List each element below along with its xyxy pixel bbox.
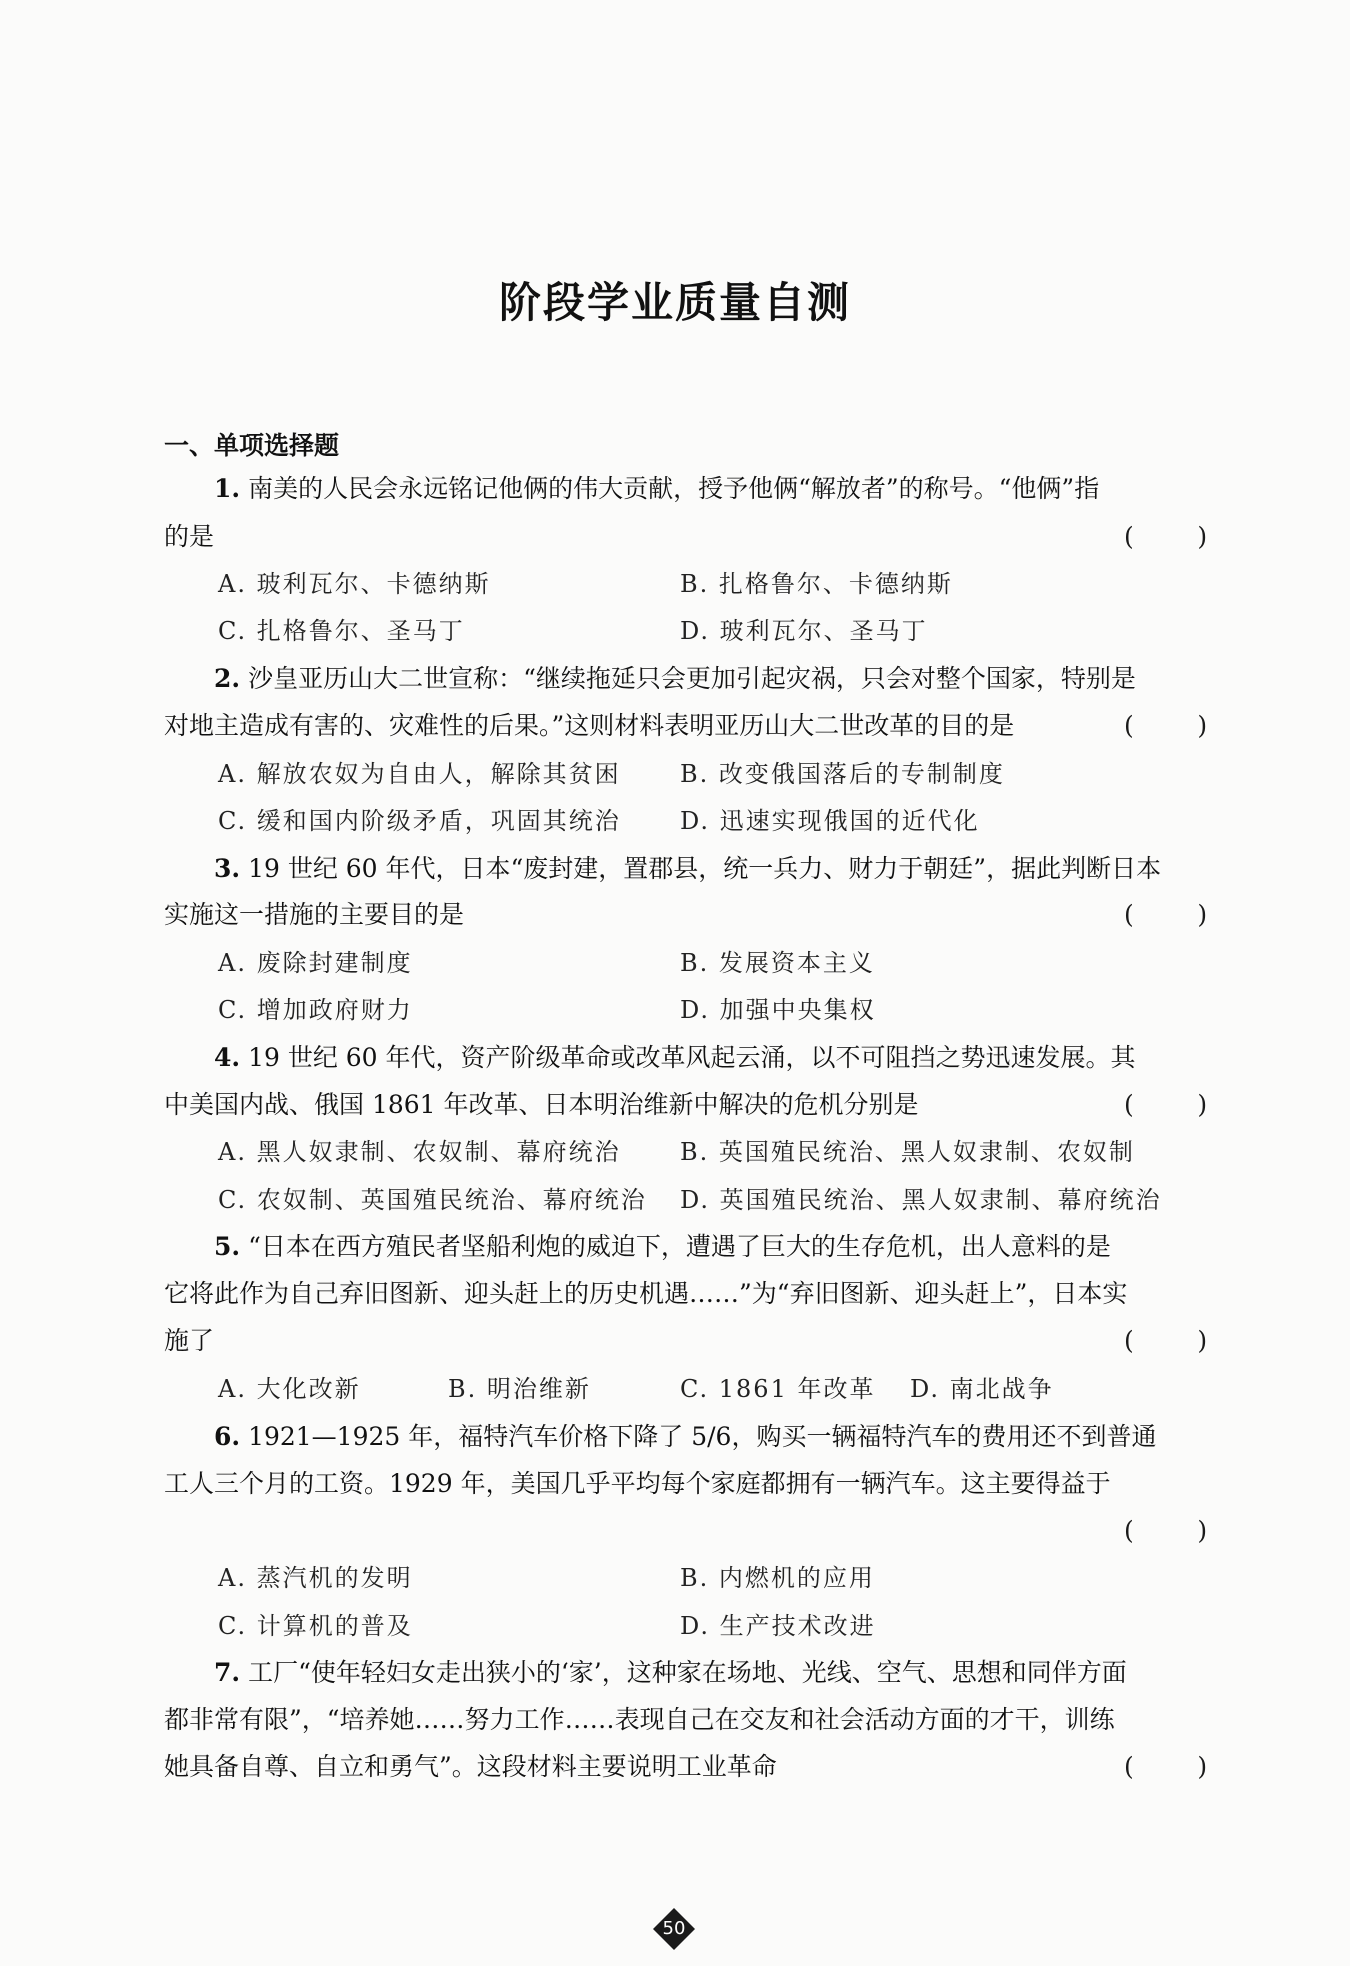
option-c: C. 计算机的普及 — [218, 1612, 413, 1640]
question-4-line-1 — [214, 1041, 1136, 1075]
question-3-line-2: 实施这一措施的主要目的是 — [164, 900, 465, 929]
option-a: A. 废除封建制度 — [218, 949, 413, 977]
option-b: B. 发展资本主义 — [680, 949, 875, 977]
question-2-line-2: 对地主造成有害的、灾难性的后果。”这则材料表明亚历山大二世改革的目的是 — [164, 711, 1015, 740]
page-number-badge — [651, 1906, 697, 1952]
option-d: D. 迅速实现俄国的近代化 — [680, 807, 980, 835]
question-5-line-2: 它将此作为自己弃旧图新、迎头赶上的历史机遇……”为“弃旧图新、迎头赶上”，日本实 — [164, 1279, 1128, 1308]
question-4-line-2: 中美国内战、俄国 1861 年改革、日本明治维新中解决的危机分别是 — [164, 1090, 919, 1119]
question-3-line-1 — [214, 852, 1161, 886]
option-d: D. 加强中央集权 — [680, 996, 876, 1024]
option-b: B. 明治维新 — [448, 1375, 591, 1403]
answer-bracket: ( ) — [1124, 900, 1208, 929]
question-stem: 1921—1925 年，福特汽车价格下降了 5/6，购买一辆福特汽车的费用还不到普通 — [248, 1422, 1157, 1451]
option-c: C. 扎格鲁尔、圣马丁 — [218, 617, 465, 645]
option-d: D. 南北战争 — [910, 1375, 1054, 1403]
answer-bracket: ( ) — [1124, 711, 1208, 740]
question-stem: 19 世纪 60 年代，日本“废封建，置郡县，统一兵力、财力于朝廷”，据此判断日本 — [248, 854, 1162, 883]
option-b: B. 内燃机的应用 — [680, 1564, 875, 1592]
option-a: A. 解放农奴为自由人，解除其贫困 — [218, 760, 621, 788]
question-stem: 南美的人民会永远铭记他俩的伟大贡献，授予他俩“解放者”的称号。“他俩”指 — [248, 474, 1100, 503]
question-1-line-2: 的是 — [164, 522, 215, 551]
answer-bracket: ( ) — [1124, 1752, 1208, 1781]
option-b: B. 扎格鲁尔、卡德纳斯 — [680, 570, 953, 598]
answer-bracket: ( ) — [1124, 1090, 1208, 1119]
section-title: 一、单项选择题 — [164, 431, 340, 460]
question-stem: 沙皇亚历山大二世宣称：“继续拖延只会更加引起灾祸，只会对整个国家，特别是 — [248, 664, 1136, 693]
question-stem: 工厂“使年轻妇女走出狭小的‘家’，这种家在场地、光线、空气、思想和同伴方面 — [248, 1658, 1127, 1687]
question-6-line-1 — [214, 1420, 1156, 1454]
question-number: 2. — [214, 664, 241, 693]
question-2-line-1 — [214, 662, 1136, 696]
question-number: 7. — [214, 1658, 241, 1687]
option-c: C. 农奴制、英国殖民统治、幕府统治 — [218, 1186, 647, 1214]
question-number: 6. — [214, 1422, 241, 1451]
question-7-line-2: 都非常有限”，“培养她……努力工作……表现自己在交友和社会活动方面的才干，训练 — [164, 1705, 1115, 1734]
question-stem: 19 世纪 60 年代，资产阶级革命或改革风起云涌，以不可阻挡之势迅速发展。其 — [248, 1043, 1136, 1072]
question-number: 1. — [214, 474, 241, 503]
question-number: 4. — [214, 1043, 241, 1072]
answer-bracket: ( ) — [1124, 1326, 1208, 1355]
page-number: 50 — [662, 1918, 686, 1939]
question-5-line-1 — [214, 1230, 1111, 1264]
option-c: C. 1861 年改革 — [680, 1375, 876, 1403]
option-c: C. 增加政府财力 — [218, 996, 413, 1024]
answer-bracket: ( ) — [1124, 1516, 1208, 1545]
option-c: C. 缓和国内阶级矛盾，巩固其统治 — [218, 807, 621, 835]
option-b: B. 英国殖民统治、黑人奴隶制、农奴制 — [680, 1138, 1135, 1166]
question-7-line-1 — [214, 1656, 1127, 1690]
option-d: D. 英国殖民统治、黑人奴隶制、幕府统治 — [680, 1186, 1162, 1214]
option-d: D. 生产技术改进 — [680, 1612, 876, 1640]
question-7-line-3: 她具备自尊、自立和勇气”。这段材料主要说明工业革命 — [164, 1752, 777, 1781]
option-a: A. 玻利瓦尔、卡德纳斯 — [218, 570, 491, 598]
question-1-line-1 — [214, 472, 1099, 506]
page-title: 阶段学业质量自测 — [498, 278, 851, 327]
option-b: B. 改变俄国落后的专制制度 — [680, 760, 1005, 788]
question-6-line-2: 工人三个月的工资。1929 年，美国几乎平均每个家庭都拥有一辆汽车。这主要得益于 — [164, 1469, 1111, 1498]
question-5-line-3: 施了 — [164, 1326, 215, 1355]
question-number: 3. — [214, 854, 241, 883]
option-a: A. 蒸汽机的发明 — [218, 1564, 413, 1592]
question-stem: “日本在西方殖民者坚船利炮的威迫下，遭遇了巨大的生存危机，出人意料的是 — [248, 1232, 1111, 1261]
option-d: D. 玻利瓦尔、圣马丁 — [680, 617, 928, 645]
question-number: 5. — [214, 1232, 241, 1261]
answer-bracket: ( ) — [1124, 522, 1208, 551]
option-a: A. 黑人奴隶制、农奴制、幕府统治 — [218, 1138, 621, 1166]
option-a: A. 大化改新 — [218, 1375, 361, 1403]
